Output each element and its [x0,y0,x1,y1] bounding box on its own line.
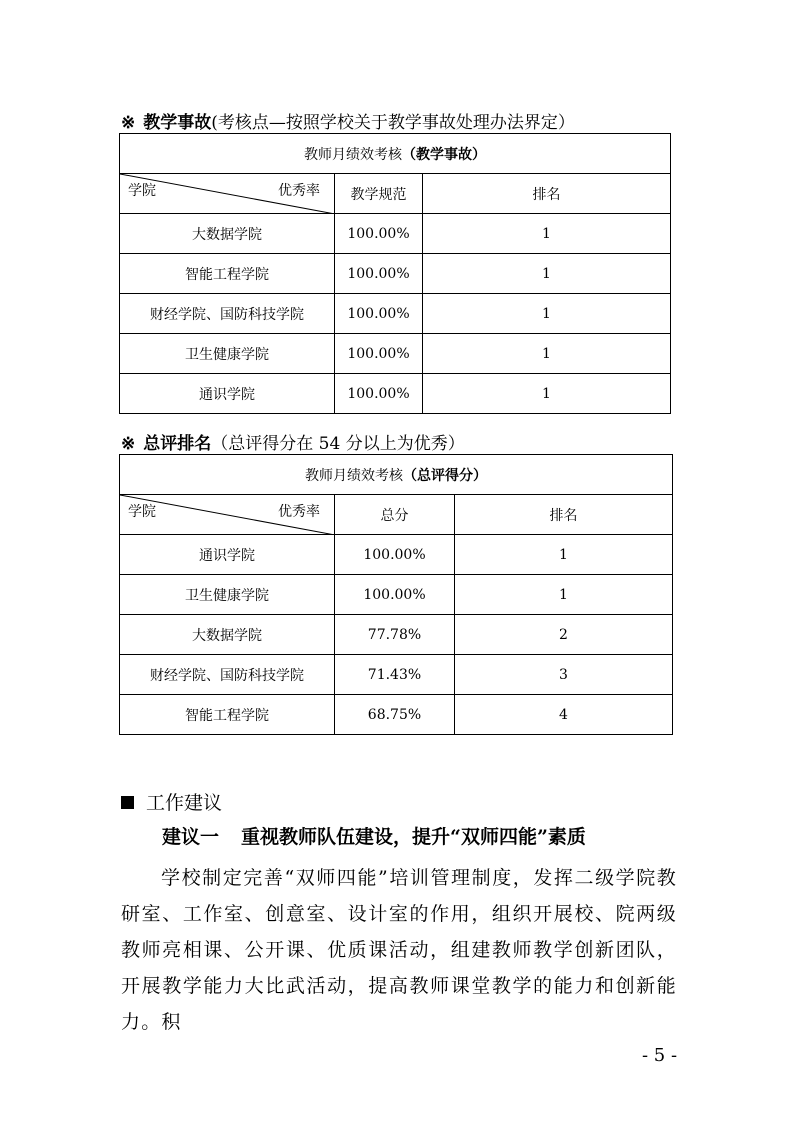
rank-cell: 2 [455,615,673,655]
value-cell: 100.00% [335,254,423,294]
value-cell: 100.00% [335,294,423,334]
header-total-score: 总分 [335,495,455,535]
college-cell: 大数据学院 [120,214,335,254]
value-cell: 100.00% [335,374,423,414]
table-row [120,334,671,374]
college-cell: 卫生健康学院 [120,575,335,615]
header-excellence-rate: 优秀率 [278,183,320,199]
value-cell: 100.00% [335,535,455,575]
college-cell: 大数据学院 [120,615,335,655]
section-title: 总评排名 [143,434,212,454]
table-row [120,615,673,655]
section-heading-teaching-accident [121,108,575,133]
suggestion-label: 建议一 [162,826,220,848]
table-row [120,535,673,575]
rank-cell: 1 [423,214,671,254]
rank-cell: 1 [423,254,671,294]
body-paragraph [121,860,677,1040]
college-cell: 财经学院、国防科技学院 [120,655,335,695]
rank-cell: 1 [455,575,673,615]
table-row [120,575,673,615]
header-college: 学院 [128,504,156,520]
diagonal-header-cell [120,495,335,535]
value-cell: 68.75% [335,695,455,735]
teaching-accident-table [119,133,671,414]
college-cell: 通识学院 [120,535,335,575]
section-title: 教学事故 [143,113,212,133]
header-rank: 排名 [423,174,671,214]
reference-mark: ※ [121,113,136,133]
diagonal-header-cell [120,174,335,214]
rank-cell: 1 [455,535,673,575]
college-cell: 通识学院 [120,374,335,414]
header-rank: 排名 [455,495,673,535]
value-cell: 100.00% [335,334,423,374]
table-row [120,695,673,735]
table-row [120,294,671,334]
table-caption: 教师月绩效考核（总评得分） [120,455,673,495]
rank-cell: 4 [455,695,673,735]
table-row [120,254,671,294]
college-cell: 卫生健康学院 [120,334,335,374]
work-suggestion-heading [121,788,222,815]
rank-cell: 1 [423,374,671,414]
paragraph-text: 学校制定完善“双师四能”培训管理制度，发挥二级学院教研室、工作室、创意室、设计室的作用，组织开展校、院两级教师亮相课、公开课、优质课活动，组建教师教学创新团队，开展教学能力大比武活动，提高教师课堂教学的能力和创新能力。积 [121,867,677,1033]
rank-cell: 1 [423,334,671,374]
reference-mark: ※ [121,434,136,454]
table-row [120,655,673,695]
value-cell: 100.00% [335,214,423,254]
college-cell: 智能工程学院 [120,695,335,735]
square-bullet-icon [121,796,134,809]
suggestion-title: 重视教师队伍建设，提升“双师四能”素质 [241,826,586,848]
section-note: （总评得分在 54 分以上为优秀） [211,434,465,454]
table-row [120,214,671,254]
value-cell: 71.43% [335,655,455,695]
suggestion-one-heading [162,822,586,849]
header-excellence-rate: 优秀率 [278,504,320,520]
rank-cell: 1 [423,294,671,334]
section-heading-overall-ranking [121,429,465,454]
section-note: (考核点—按照学校关于教学事故处理办法界定） [211,113,575,133]
header-college: 学院 [128,183,156,199]
page-number: - 5 - [642,1045,678,1066]
table-caption: 教师月绩效考核（教学事故） [120,134,671,174]
rank-cell: 3 [455,655,673,695]
college-cell: 智能工程学院 [120,254,335,294]
college-cell: 财经学院、国防科技学院 [120,294,335,334]
overall-score-table [119,454,673,735]
value-cell: 100.00% [335,575,455,615]
value-cell: 77.78% [335,615,455,655]
header-col2: 教学规范 [335,174,423,214]
work-suggestion-title: 工作建议 [146,792,223,814]
table-row [120,374,671,414]
